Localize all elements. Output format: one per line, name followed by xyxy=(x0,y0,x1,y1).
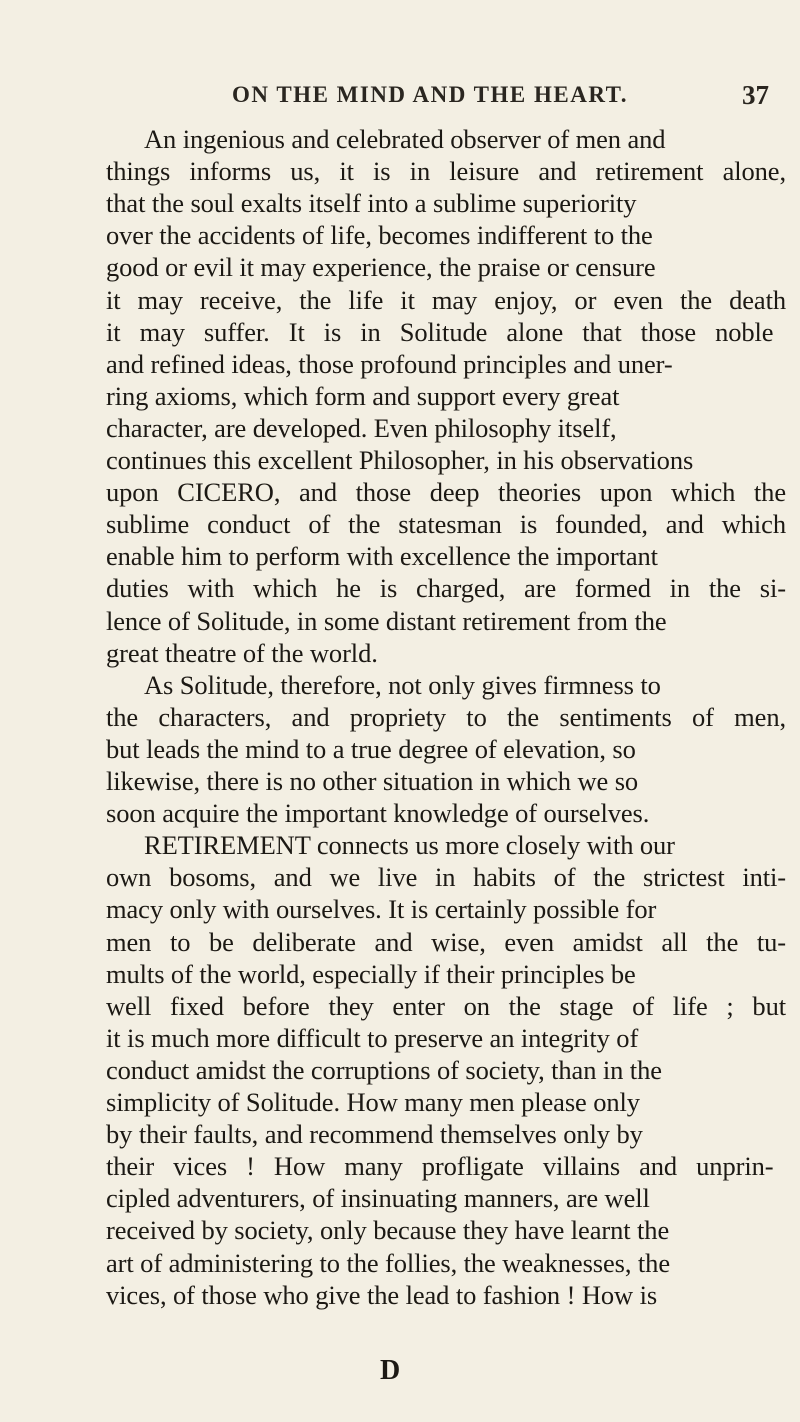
text-line: cipled adventurers, of insinuating manners, are well xyxy=(106,1183,650,1214)
text-line: the characters, and propriety to the sentiments of men, xyxy=(106,701,786,732)
page-number: 37 xyxy=(742,80,769,110)
text-line: art of administering to the follies, the weaknesses, the xyxy=(106,1247,670,1278)
text-line: and refined ideas, those profound principles and uner- xyxy=(106,348,673,379)
text-line: by their faults, and recommend themselves only by xyxy=(106,1119,643,1150)
text-line: lence of Solitude, in some distant retirement from the xyxy=(106,605,667,636)
text-line: great theatre of the world. xyxy=(106,637,378,668)
text-line: over the accidents of life, becomes indifferent to the xyxy=(106,220,653,251)
running-head: ON THE MIND AND THE HEART. xyxy=(232,82,629,107)
text-line: RETIREMENT connects us more closely with our xyxy=(144,830,675,861)
text-line: well fixed before they enter on the stage of life ; but xyxy=(106,990,786,1021)
text-line: their vices ! How many profligate villains and unprin- xyxy=(106,1151,774,1182)
text-line: vices, of those who give the lead to fashion ! How is xyxy=(106,1279,658,1310)
text-line: macy only with ourselves. It is certainly possible for xyxy=(106,894,657,925)
text-line: upon CICERO, and those deep theories upon which the xyxy=(106,477,786,508)
text-line: that the soul exalts itself into a sublime superiority xyxy=(106,188,637,219)
text-line: likewise, there is no other situation in which we so xyxy=(106,766,639,796)
text-line: it may receive, the life it may enjoy, or even the death xyxy=(106,284,786,315)
page-header xyxy=(0,82,800,114)
text-line: mults of the world, especially if their principles be xyxy=(106,958,636,989)
text-line: it may suffer. It is in Solitude alone that those noble xyxy=(106,316,774,347)
text-line: An ingenious and celebrated observer of men and xyxy=(144,124,666,154)
text-line: received by society, only because they have learnt the xyxy=(106,1215,670,1246)
text-line: sublime conduct of the statesman is founded, and which xyxy=(106,509,786,540)
text-line: good or evil it may experience, the praise or censure xyxy=(106,252,656,283)
text-line: As Solitude, therefore, not only gives firmness to xyxy=(144,669,661,700)
text-line: own bosoms, and we live in habits of the strictest inti- xyxy=(106,862,786,893)
text-line: ring axioms, which form and support every great xyxy=(106,380,620,411)
text-line: men to be deliberate and wise, even amidst all the tu- xyxy=(106,926,786,957)
text-line: but leads the mind to a true degree of elevation, so xyxy=(106,733,636,764)
text-line: enable him to perform with excellence the important xyxy=(106,541,658,572)
text-line: things informs us, it is in leisure and retirement alone, xyxy=(106,156,786,187)
text-line: character, are developed. Even philosophy itself, xyxy=(106,412,617,443)
text-line: it is much more difficult to preserve an integrity of xyxy=(106,1022,639,1053)
text-line: continues this excellent Philosopher, in his observations xyxy=(106,445,694,475)
text-line: simplicity of Solitude. How many men please only xyxy=(106,1087,640,1117)
text-line: conduct amidst the corruptions of society, than in the xyxy=(106,1054,662,1085)
signature-mark: D xyxy=(380,1355,401,1386)
text-line: duties with which he is charged, are formed in the si- xyxy=(106,573,786,604)
text-line: soon acquire the important knowledge of ourselves. xyxy=(106,798,650,829)
